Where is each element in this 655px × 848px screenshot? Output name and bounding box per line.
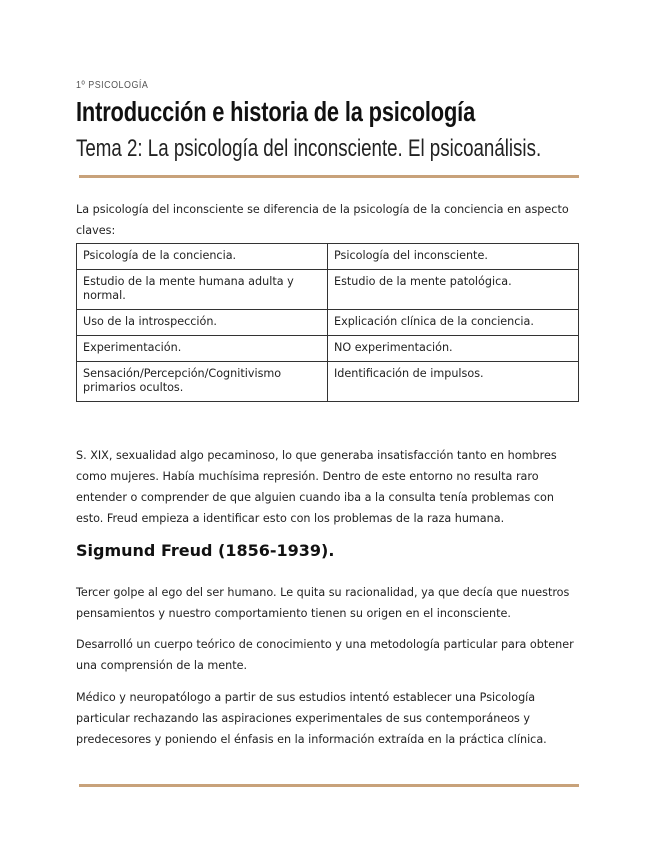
subject-label: 1º PSICOLOGÍA xyxy=(76,79,149,91)
table-row xyxy=(77,362,579,402)
comparison-table xyxy=(76,243,579,402)
table-cell: Explicación clínica de la conciencia. xyxy=(328,310,579,336)
table-cell: Psicología de la conciencia. xyxy=(77,244,328,270)
document-title: Introducción e historia de la psicología xyxy=(76,96,476,127)
table-cell: Uso de la introspección. xyxy=(77,310,328,336)
table-cell: NO experimentación. xyxy=(328,336,579,362)
table-cell: Psicología del inconsciente. xyxy=(328,244,579,270)
section-heading: Sigmund Freud (1856-1939). xyxy=(76,541,335,560)
table-row xyxy=(77,270,579,310)
freud-paragraph-1: Tercer golpe al ego del ser humano. Le quita su racionalidad, ya que decía que nuestros pensamientos y nuestro comportamiento tienen su origen en el inconsciente. xyxy=(76,586,570,620)
top-divider xyxy=(79,175,579,178)
table-cell: Experimentación. xyxy=(77,336,328,362)
freud-paragraph-3: Médico y neuropatólogo a partir de sus estudios intentó establecer una Psicología particular rechazando las aspiraciones experimentales de sus contemporáneos y predecesores y poniendo el énfasis en la información extraída en la práctica clínica. xyxy=(76,691,547,746)
bottom-divider xyxy=(79,784,579,787)
table-row xyxy=(77,310,579,336)
table-cell: Estudio de la mente humana adulta y normal. xyxy=(77,270,328,310)
document-subtitle: Tema 2: La psicología del inconsciente. El psicoanálisis. xyxy=(76,135,542,162)
intro-paragraph: La psicología del inconsciente se diferencia de la psicología de la conciencia en aspecto claves: xyxy=(76,203,569,237)
freud-paragraph-2: Desarrolló un cuerpo teórico de conocimiento y una metodología particular para obtener una comprensión de la mente. xyxy=(76,638,574,672)
table-row xyxy=(77,244,579,270)
table-cell: Sensación/Percepción/Cognitivismo primarios ocultos. xyxy=(77,362,328,402)
table-row xyxy=(77,336,579,362)
table-cell: Identificación de impulsos. xyxy=(328,362,579,402)
table-cell: Estudio de la mente patológica. xyxy=(328,270,579,310)
context-paragraph: S. XIX, sexualidad algo pecaminoso, lo que generaba insatisfacción tanto en hombres como mujeres. Había muchísima represión. Dentro de este entorno no resulta raro entender o comprender de que alguien cuando iba a la consulta tenía problemas con esto. Freud empieza a identificar esto con los problemas de la raza humana. xyxy=(76,449,557,525)
